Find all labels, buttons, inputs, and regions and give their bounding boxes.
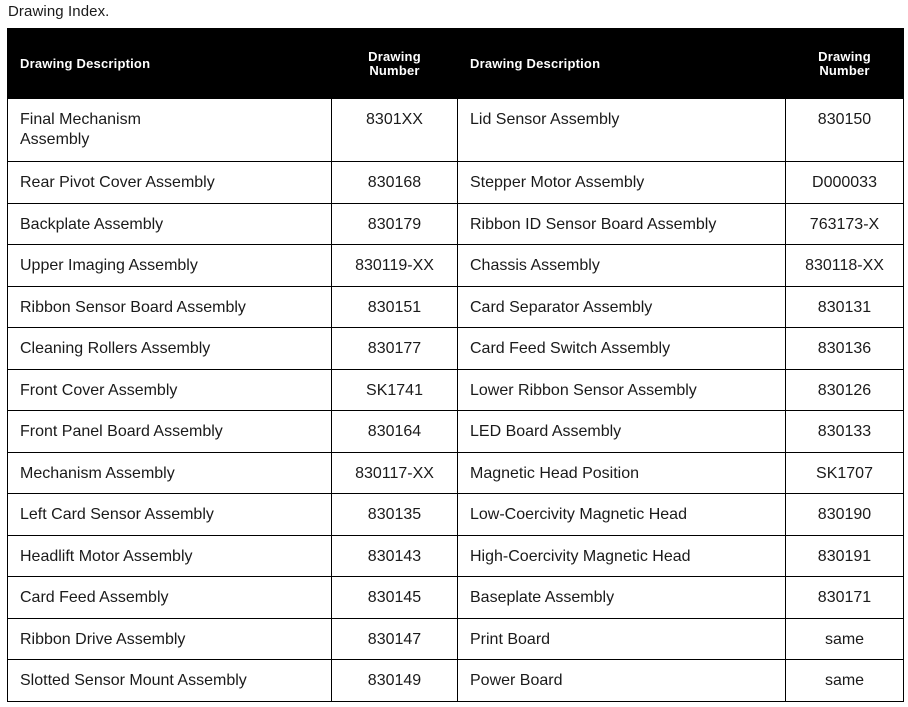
number-left-cell: 830145 (332, 577, 458, 619)
table-row (8, 203, 904, 245)
table-row (8, 162, 904, 204)
table-body (8, 99, 904, 702)
description-left-cell: Upper Imaging Assembly (8, 245, 332, 287)
number-left-cell: 830177 (332, 328, 458, 370)
table-header (8, 29, 904, 99)
description-right-cell: Card Feed Switch Assembly (458, 328, 786, 370)
description-left-cell: Left Card Sensor Assembly (8, 494, 332, 536)
header-drawing-description-left: Drawing Description (8, 29, 332, 99)
number-left-cell: 830143 (332, 535, 458, 577)
table-row (8, 369, 904, 411)
table-row (8, 494, 904, 536)
number-left-cell: 830179 (332, 203, 458, 245)
number-right-cell: 830131 (786, 286, 904, 328)
header-row (8, 29, 904, 99)
description-left-cell: Front Panel Board Assembly (8, 411, 332, 453)
description-right-cell: Stepper Motor Assembly (458, 162, 786, 204)
description-right-cell: LED Board Assembly (458, 411, 786, 453)
number-left-cell: 830151 (332, 286, 458, 328)
table-row (8, 535, 904, 577)
number-right-cell: 830133 (786, 411, 904, 453)
description-left-cell (8, 99, 332, 162)
number-right-cell: same (786, 660, 904, 702)
number-right-cell: SK1707 (786, 452, 904, 494)
header-drawing-number-left-line1: Drawing (368, 48, 421, 64)
description-left-cell: Rear Pivot Cover Assembly (8, 162, 332, 204)
description-left-cell: Backplate Assembly (8, 203, 332, 245)
table-row (8, 660, 904, 702)
number-right-cell: same (786, 618, 904, 660)
description-right-cell: Chassis Assembly (458, 245, 786, 287)
header-drawing-number-right (786, 29, 904, 99)
number-left-cell: 830147 (332, 618, 458, 660)
header-drawing-number-right-line2: Number (819, 62, 870, 78)
header-drawing-description-right: Drawing Description (458, 29, 786, 99)
description-right-cell: Magnetic Head Position (458, 452, 786, 494)
number-right-cell: 830190 (786, 494, 904, 536)
description-right-cell: Baseplate Assembly (458, 577, 786, 619)
number-right-cell: 830136 (786, 328, 904, 370)
description-left-cell: Mechanism Assembly (8, 452, 332, 494)
description-right-cell: Low-Coercivity Magnetic Head (458, 494, 786, 536)
header-drawing-number-left-line2: Number (369, 62, 420, 78)
header-drawing-number-right-line1: Drawing (818, 48, 871, 64)
description-left-cell: Ribbon Sensor Board Assembly (8, 286, 332, 328)
header-drawing-number-left (332, 29, 458, 99)
number-right-cell: 830171 (786, 577, 904, 619)
number-left-cell: 830164 (332, 411, 458, 453)
number-right-cell: 830126 (786, 369, 904, 411)
description-right-cell: Power Board (458, 660, 786, 702)
description-right-cell: Ribbon ID Sensor Board Assembly (458, 203, 786, 245)
description-left-cell: Cleaning Rollers Assembly (8, 328, 332, 370)
description-left-line2: Assembly (20, 131, 90, 148)
table-row (8, 577, 904, 619)
table-row (8, 618, 904, 660)
description-right-cell: Card Separator Assembly (458, 286, 786, 328)
page-title: Drawing Index. (8, 3, 110, 20)
number-left-cell: 830149 (332, 660, 458, 702)
description-right-cell: Lid Sensor Assembly (458, 99, 786, 162)
description-left-line1: Final Mechanism (20, 111, 141, 128)
table-row (8, 411, 904, 453)
description-left-cell: Slotted Sensor Mount Assembly (8, 660, 332, 702)
table-row (8, 245, 904, 287)
number-left-cell: SK1741 (332, 369, 458, 411)
table-row (8, 452, 904, 494)
table-row (8, 286, 904, 328)
number-left-cell: 830168 (332, 162, 458, 204)
description-left-cell: Front Cover Assembly (8, 369, 332, 411)
drawing-index-table (7, 28, 904, 702)
description-left-cell: Headlift Motor Assembly (8, 535, 332, 577)
description-right-cell: High-Coercivity Magnetic Head (458, 535, 786, 577)
table-row (8, 328, 904, 370)
number-left-cell: 830117-XX (332, 452, 458, 494)
description-right-cell: Lower Ribbon Sensor Assembly (458, 369, 786, 411)
description-left-cell: Card Feed Assembly (8, 577, 332, 619)
number-right-cell: 763173-X (786, 203, 904, 245)
number-right-cell: 830118-XX (786, 245, 904, 287)
number-left-cell: 830135 (332, 494, 458, 536)
number-left-cell: 8301XX (332, 99, 458, 162)
number-right-cell: 830150 (786, 99, 904, 162)
number-left-cell: 830119-XX (332, 245, 458, 287)
description-right-cell: Print Board (458, 618, 786, 660)
table-row (8, 99, 904, 162)
description-left-cell: Ribbon Drive Assembly (8, 618, 332, 660)
number-right-cell: D000033 (786, 162, 904, 204)
number-right-cell: 830191 (786, 535, 904, 577)
